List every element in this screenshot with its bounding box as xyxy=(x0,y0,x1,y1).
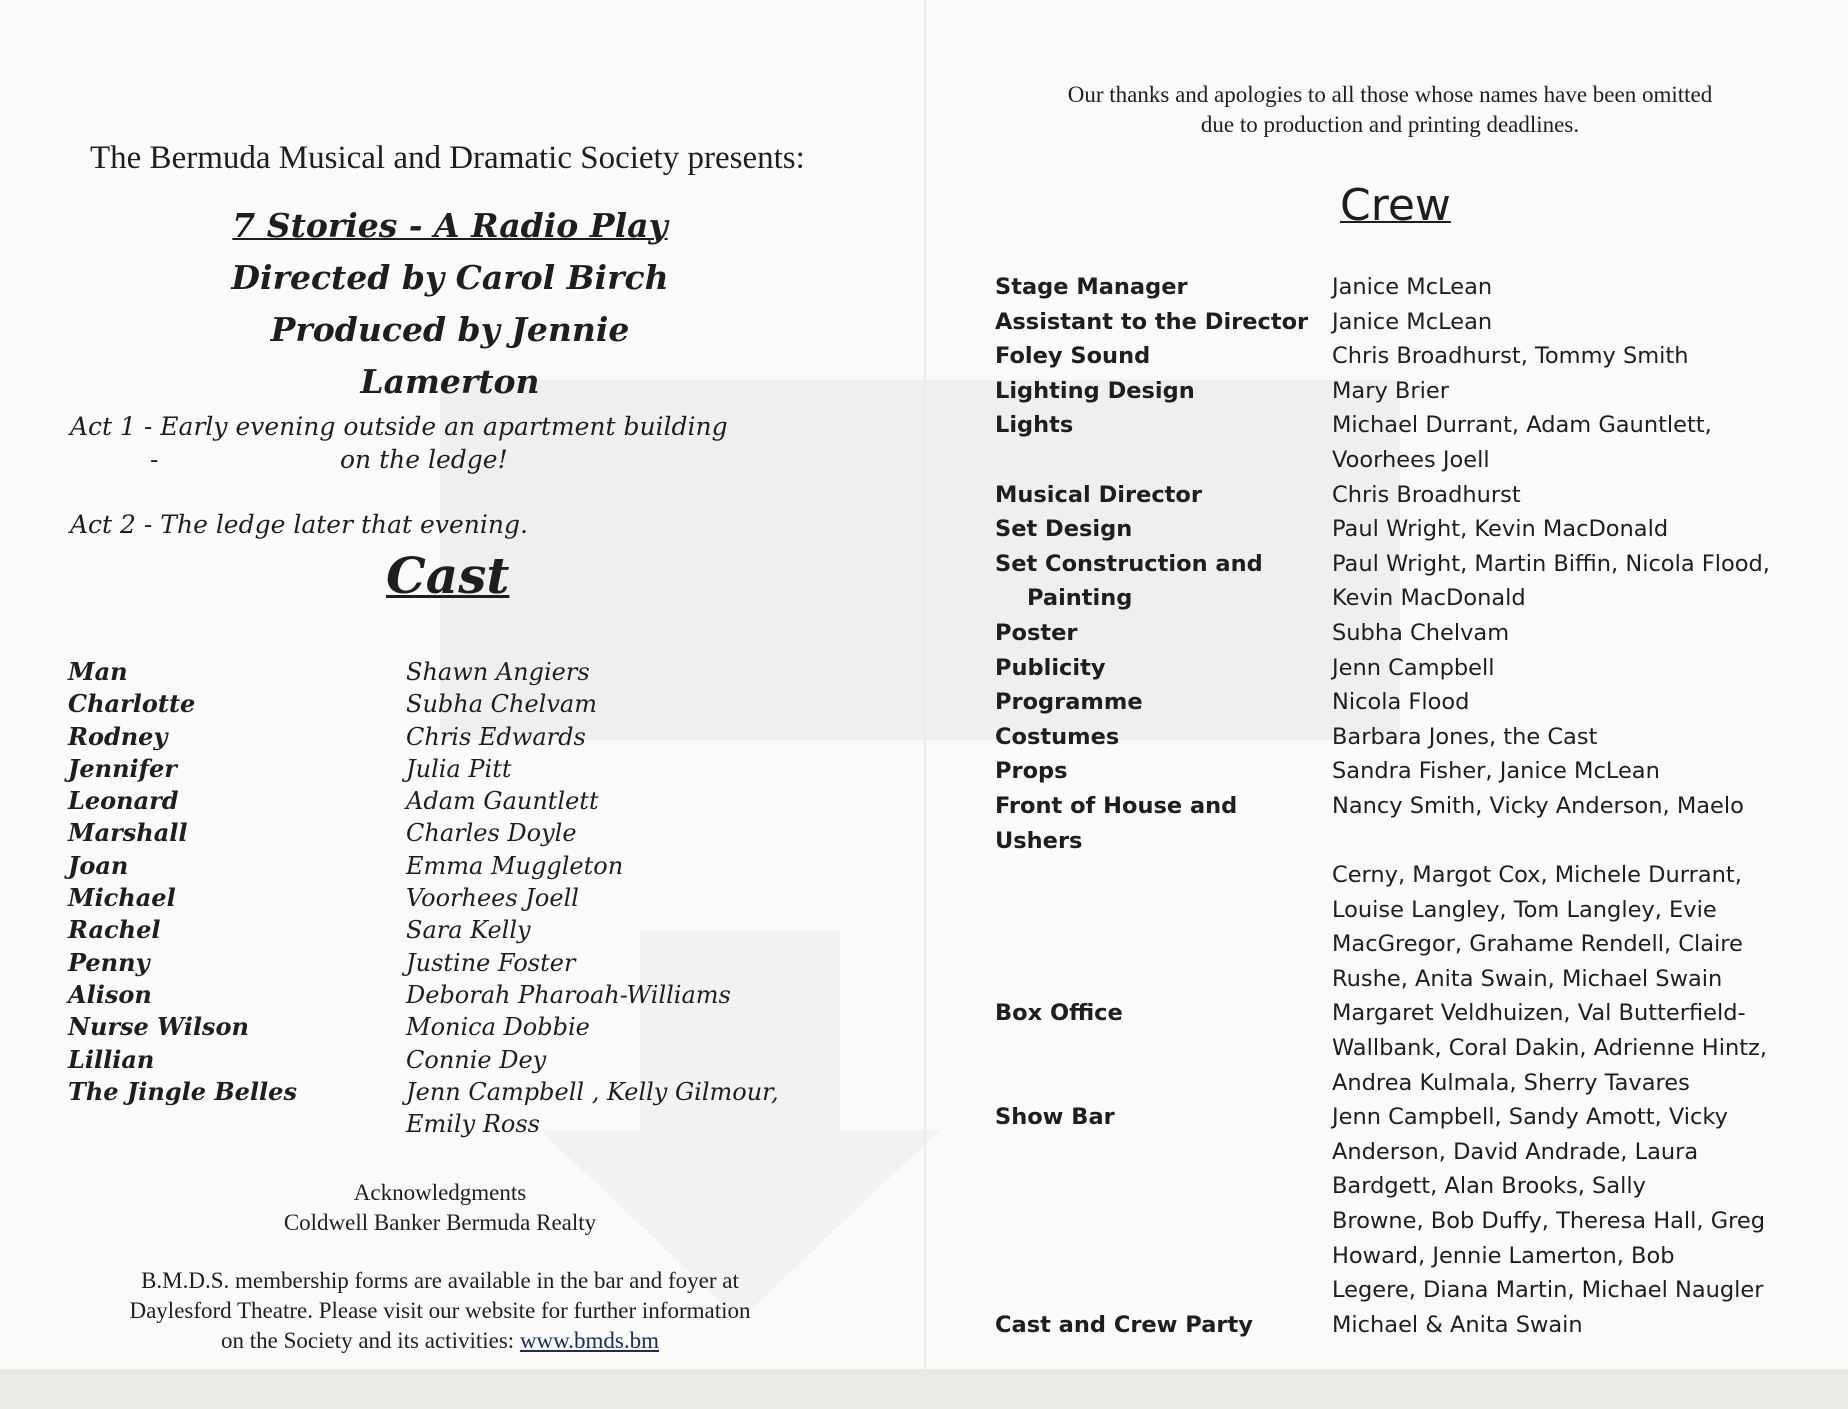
crew-names: Rushe, Anita Swain, Michael Swain xyxy=(1332,965,1723,992)
crew-row xyxy=(995,339,1815,374)
acknowledgments xyxy=(180,1178,700,1238)
crew-names: Browne, Bob Duffy, Theresa Hall, Greg xyxy=(1332,1208,1766,1235)
cast-role xyxy=(68,1108,406,1140)
crew-role: Set Design xyxy=(995,516,1133,543)
act-2-description: Act 2 - The ledge later that evening. xyxy=(70,510,528,539)
cast-actor: Sara Kelly xyxy=(406,916,531,945)
crew-row xyxy=(995,616,1815,651)
act-1-description: Act 1 - Early evening outside an apartment building xyxy=(70,412,728,441)
cast-actor: Subha Chelvam xyxy=(406,690,597,719)
crew-names: Howard, Jennie Lamerton, Bob xyxy=(1332,1242,1675,1269)
cast-actor: Monica Dobbie xyxy=(406,1013,590,1042)
crew-row xyxy=(995,720,1815,755)
crew-names: Subha Chelvam xyxy=(1332,619,1510,646)
crew-role: Publicity xyxy=(995,654,1106,681)
crew-role: Lights xyxy=(995,412,1074,439)
crew-role: Front of House and Ushers xyxy=(995,792,1238,854)
crew-row xyxy=(995,581,1815,616)
crew-row xyxy=(995,1204,1815,1239)
cast-row xyxy=(68,656,828,688)
cast-row xyxy=(68,850,828,882)
crew-row xyxy=(995,685,1815,720)
crew-row xyxy=(995,962,1815,997)
cast-role: Jennifer xyxy=(68,753,177,783)
crew-role xyxy=(995,1066,1332,1101)
cast-row xyxy=(68,817,828,849)
cast-row xyxy=(68,1076,828,1108)
thanks-note xyxy=(1000,80,1780,140)
cast-role: Leonard xyxy=(68,786,179,816)
cast-actor: Connie Dey xyxy=(406,1045,547,1074)
crew-names: Kevin MacDonald xyxy=(1332,585,1526,612)
cast-role: Marshall xyxy=(68,818,188,848)
membership-line-3-text: on the Society and its activities: xyxy=(220,1328,520,1353)
crew-row xyxy=(995,789,1815,858)
crew-row xyxy=(995,927,1815,962)
crew-names: Jenn Campbell, Sandy Amott, Vicky xyxy=(1332,1104,1728,1131)
crew-names: Nancy Smith, Vicky Anderson, Maelo xyxy=(1332,792,1744,819)
director-line: Directed by Carol Birch xyxy=(231,258,669,297)
crew-role xyxy=(995,1239,1332,1274)
crew-names: Janice McLean xyxy=(1332,308,1493,335)
cast-row xyxy=(68,1011,828,1043)
cast-actor: Chris Edwards xyxy=(406,722,586,751)
crew-role: Programme xyxy=(995,689,1143,716)
cast-role: Alison xyxy=(68,979,152,1009)
cast-actor: Voorhees Joell xyxy=(406,884,579,913)
crew-heading: Crew xyxy=(1340,180,1451,231)
crew-role xyxy=(995,1135,1332,1170)
bottom-edge xyxy=(0,1369,1848,1409)
fold-line xyxy=(924,0,926,1409)
crew-role: Show Bar xyxy=(995,1104,1115,1131)
crew-row xyxy=(995,512,1815,547)
crew-row xyxy=(995,651,1815,686)
crew-role: Set Construction and xyxy=(995,550,1263,577)
crew-names: Wallbank, Coral Dakin, Adrienne Hintz, xyxy=(1332,1035,1767,1062)
crew-role xyxy=(995,893,1332,928)
cast-actor: Emma Muggleton xyxy=(406,851,624,880)
cast-row xyxy=(68,914,828,946)
crew-role xyxy=(995,1273,1332,1308)
crew-names: Paul Wright, Martin Biffin, Nicola Flood, xyxy=(1332,550,1770,577)
cast-actor: Emily Ross xyxy=(406,1110,540,1139)
presents-line: The Bermuda Musical and Dramatic Society presents: xyxy=(90,140,805,176)
crew-row xyxy=(995,893,1815,928)
crew-names: Chris Broadhurst xyxy=(1332,481,1521,508)
crew-row xyxy=(995,1100,1815,1135)
cast-role: Charlotte xyxy=(68,689,196,719)
crew-role: Cast and Crew Party xyxy=(995,1311,1253,1338)
cast-actor: Charles Doyle xyxy=(406,819,577,848)
crew-role xyxy=(995,443,1332,478)
crew-row xyxy=(995,478,1815,513)
cast-actor: Adam Gauntlett xyxy=(406,787,599,816)
crew-row xyxy=(995,443,1815,478)
crew-names: Michael Durrant, Adam Gauntlett, xyxy=(1332,412,1712,439)
crew-role xyxy=(995,1031,1332,1066)
cast-row xyxy=(68,882,828,914)
play-title: 7 Stories - A Radio Play xyxy=(232,206,668,245)
crew-names: Michael & Anita Swain xyxy=(1332,1311,1583,1338)
cast-row xyxy=(68,753,828,785)
crew-role: Lighting Design xyxy=(995,377,1195,404)
cast-role: Michael xyxy=(68,883,176,913)
cast-actor: Justine Foster xyxy=(406,948,576,977)
crew-row xyxy=(995,270,1815,305)
crew-names: Barbara Jones, the Cast xyxy=(1332,723,1598,750)
crew-names: Andrea Kulmala, Sherry Tavares xyxy=(1332,1069,1690,1096)
crew-role: Foley Sound xyxy=(995,343,1151,370)
membership-line-1: B.M.D.S. membership forms are available in the bar and foyer at xyxy=(141,1268,739,1293)
crew-names: Chris Broadhurst, Tommy Smith xyxy=(1332,343,1689,370)
cast-heading: Cast xyxy=(386,546,510,605)
crew-role: Props xyxy=(995,758,1068,785)
crew-role: Musical Director xyxy=(995,481,1202,508)
cast-role: Joan xyxy=(68,850,129,880)
crew-role xyxy=(995,858,1332,893)
website-link[interactable]: www.bmds.bm xyxy=(519,1328,660,1353)
membership-line-3 xyxy=(60,1326,820,1356)
crew-row xyxy=(995,547,1815,582)
crew-names: Mary Brier xyxy=(1332,377,1449,404)
crew-row xyxy=(995,1169,1815,1204)
act-1-continuation-text: on the ledge! xyxy=(340,445,508,474)
crew-role xyxy=(995,962,1332,997)
title-block xyxy=(180,200,720,408)
ack-heading: Acknowledgments xyxy=(353,1180,527,1205)
membership-line-2: Daylesford Theatre. Please visit our website for further information xyxy=(129,1298,751,1323)
producer-line: Produced by Jennie Lamerton xyxy=(270,310,630,401)
crew-row xyxy=(995,305,1815,340)
crew-row xyxy=(995,1031,1815,1066)
crew-row xyxy=(995,408,1815,443)
crew-names: MacGregor, Grahame Rendell, Claire xyxy=(1332,931,1743,958)
crew-names: Cerny, Margot Cox, Michele Durrant, xyxy=(1332,862,1742,889)
cast-row xyxy=(68,1044,828,1076)
membership-note xyxy=(60,1266,820,1356)
crew-role: Stage Manager xyxy=(995,274,1188,300)
crew-names: Louise Langley, Tom Langley, Evie xyxy=(1332,896,1717,923)
crew-role xyxy=(995,1204,1332,1239)
cast-role: Penny xyxy=(68,947,150,977)
act-1-continuation xyxy=(150,445,508,474)
crew-names: Jenn Campbell xyxy=(1332,654,1495,681)
cast-role: Rodney xyxy=(68,721,168,751)
crew-row xyxy=(995,1135,1815,1170)
thanks-line-1: Our thanks and apologies to all those whose names have been omitted xyxy=(1067,82,1713,107)
cast-row xyxy=(68,1108,828,1140)
cast-role: Man xyxy=(68,657,128,686)
cast-row xyxy=(68,947,828,979)
crew-row xyxy=(995,1066,1815,1101)
cast-row xyxy=(68,688,828,720)
crew-row xyxy=(995,1308,1815,1343)
crew-row xyxy=(995,374,1815,409)
crew-names: Sandra Fisher, Janice McLean xyxy=(1332,758,1660,785)
crew-names: Bardgett, Alan Brooks, Sally xyxy=(1332,1173,1646,1200)
cast-list xyxy=(68,656,828,1140)
crew-names: Nicola Flood xyxy=(1332,689,1470,716)
crew-role xyxy=(995,1169,1332,1204)
cast-row xyxy=(68,979,828,1011)
cast-actor: Deborah Pharoah-Williams xyxy=(406,980,731,1009)
ack-sponsor: Coldwell Banker Bermuda Realty xyxy=(283,1210,597,1235)
cast-row xyxy=(68,785,828,817)
crew-role xyxy=(995,581,1332,616)
crew-names: Margaret Veldhuizen, Val Butterfield- xyxy=(1332,1000,1746,1027)
crew-role: Costumes xyxy=(995,723,1120,750)
crew-row xyxy=(995,754,1815,789)
cast-actor: Jenn Campbell , Kelly Gilmour, xyxy=(406,1077,779,1106)
crew-role-continuation: Painting xyxy=(1027,585,1133,612)
cast-role: Nurse Wilson xyxy=(68,1012,249,1042)
crew-list xyxy=(995,270,1815,1342)
cast-actor: Julia Pitt xyxy=(406,754,512,783)
crew-row xyxy=(995,1273,1815,1308)
cast-actor: Shawn Angiers xyxy=(406,658,590,686)
crew-role xyxy=(995,927,1332,962)
thanks-line-2: due to production and printing deadlines. xyxy=(1200,112,1580,137)
crew-role: Poster xyxy=(995,619,1078,646)
crew-row xyxy=(995,858,1815,893)
crew-row xyxy=(995,996,1815,1031)
crew-names: Voorhees Joell xyxy=(1332,446,1490,473)
crew-names: Anderson, David Andrade, Laura xyxy=(1332,1138,1699,1165)
crew-names: Paul Wright, Kevin MacDonald xyxy=(1332,516,1669,543)
crew-names: Legere, Diana Martin, Michael Naugler xyxy=(1332,1277,1764,1304)
cast-role: Lillian xyxy=(68,1044,155,1074)
crew-names: Janice McLean xyxy=(1332,274,1493,300)
cast-role: Rachel xyxy=(68,915,161,945)
crew-role: Box Office xyxy=(995,1000,1123,1027)
crew-row xyxy=(995,1239,1815,1274)
cast-role: The Jingle Belles xyxy=(68,1076,297,1106)
cast-row xyxy=(68,721,828,753)
crew-role: Assistant to the Director xyxy=(995,308,1309,335)
act-1-dash: - xyxy=(150,445,159,474)
